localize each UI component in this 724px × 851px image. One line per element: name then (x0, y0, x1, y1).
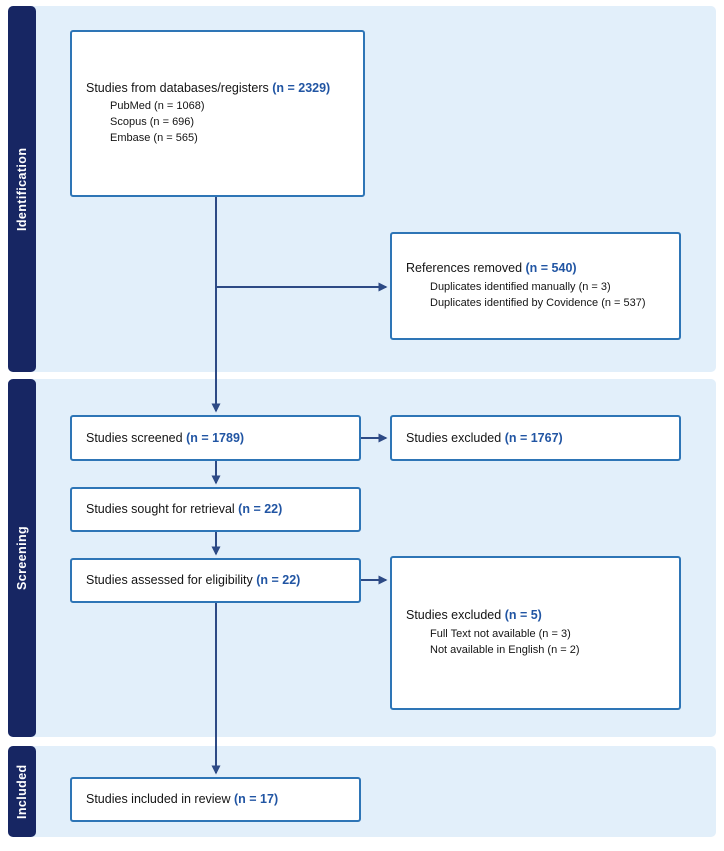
box-item: Full Text not available (n = 3) (430, 627, 571, 640)
box-count: (n = 1767) (504, 430, 563, 445)
box-item: Scopus (n = 696) (110, 116, 195, 129)
box-text: Studies screened (86, 430, 187, 445)
box-text: Studies excluded (406, 430, 505, 445)
box-title (406, 607, 669, 623)
box-text: Studies assessed for eligibility (86, 573, 257, 588)
phase-label-screening (8, 379, 36, 737)
box-studies-excluded-screening (390, 415, 681, 461)
box-text: Studies excluded (406, 608, 505, 623)
box-count: (n = 540) (525, 261, 577, 276)
box-item: Duplicates identified by Covidence (n = 537) (430, 296, 646, 309)
box-title (86, 791, 349, 807)
box-item-list (86, 99, 353, 147)
box-text: References removed (406, 261, 526, 276)
box-item: Duplicates identified manually (n = 3) (430, 280, 611, 293)
box-count: (n = 22) (238, 502, 283, 517)
box-item: Embase (n = 565) (110, 132, 198, 145)
phase-label-text: Screening (15, 525, 29, 591)
box-count: (n = 17) (234, 792, 279, 807)
box-count: (n = 1789) (186, 430, 245, 445)
box-item-list (406, 280, 669, 312)
box-studies-screened (70, 415, 361, 461)
box-count: (n = 5) (504, 608, 542, 623)
box-title (86, 80, 353, 96)
box-title (86, 572, 349, 588)
box-text: Studies included in review (86, 792, 234, 807)
phase-label-text: Included (15, 764, 29, 819)
box-studies-sought-retrieval (70, 487, 361, 532)
phase-label-included (8, 746, 36, 837)
box-title (86, 430, 349, 446)
box-studies-assessed-eligibility (70, 558, 361, 603)
box-title (406, 430, 669, 446)
box-text: Studies sought for retrieval (86, 502, 239, 517)
box-item: Not available in English (n = 2) (430, 643, 580, 656)
box-studies-included-review (70, 777, 361, 822)
box-item-list (406, 627, 669, 659)
box-count: (n = 22) (256, 573, 301, 588)
phase-label-text: Identification (15, 147, 29, 231)
box-studies-excluded-eligibility (390, 556, 681, 710)
phase-label-identification (8, 6, 36, 372)
box-count: (n = 2329) (272, 80, 331, 95)
box-item: PubMed (n = 1068) (110, 100, 205, 113)
box-title (406, 260, 669, 276)
box-title (86, 501, 349, 517)
box-references-removed (390, 232, 681, 340)
box-studies-from-databases (70, 30, 365, 197)
box-text: Studies from databases/registers (86, 80, 273, 95)
